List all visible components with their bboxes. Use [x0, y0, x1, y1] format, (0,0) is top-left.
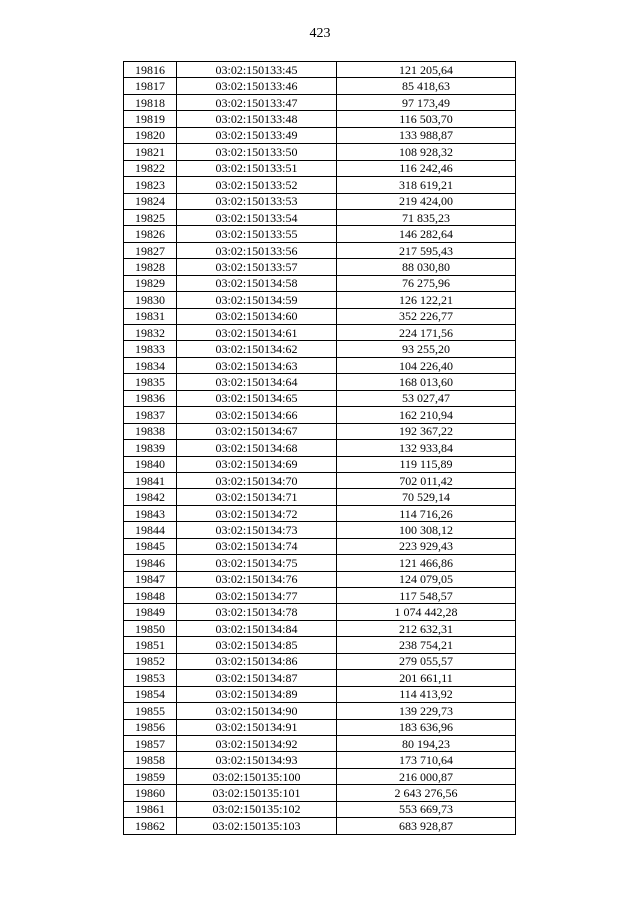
- cadastral-number-cell: 03:02:150134:74: [177, 538, 337, 554]
- table-row: [124, 259, 516, 275]
- cadastral-number-cell: 03:02:150134:89: [177, 686, 337, 702]
- cadastral-value-cell: 76 275,96: [337, 275, 516, 291]
- cadastral-value-cell: 192 367,22: [337, 423, 516, 439]
- table-row: [124, 325, 516, 341]
- cadastral-value-cell: 114 716,26: [337, 505, 516, 521]
- table-row: [124, 341, 516, 357]
- table-row: [124, 193, 516, 209]
- cadastral-number-cell: 03:02:150133:57: [177, 259, 337, 275]
- table-row: [124, 209, 516, 225]
- row-number-cell: 19835: [124, 374, 177, 390]
- row-number-cell: 19833: [124, 341, 177, 357]
- row-number-cell: 19825: [124, 209, 177, 225]
- cadastral-number-cell: 03:02:150135:103: [177, 818, 337, 834]
- cadastral-value-cell: 126 122,21: [337, 292, 516, 308]
- row-number-cell: 19832: [124, 325, 177, 341]
- page-number: 423: [309, 26, 331, 41]
- table-row: [124, 538, 516, 554]
- table-row: [124, 818, 516, 834]
- cadastral-number-cell: 03:02:150134:62: [177, 341, 337, 357]
- row-number-cell: 19826: [124, 226, 177, 242]
- row-number-cell: 19822: [124, 160, 177, 176]
- cadastral-number-cell: 03:02:150135:101: [177, 785, 337, 801]
- table-row: [124, 604, 516, 620]
- table-row: [124, 62, 516, 78]
- cadastral-number-cell: 03:02:150133:53: [177, 193, 337, 209]
- row-number-cell: 19820: [124, 127, 177, 143]
- cadastral-value-cell: 216 000,87: [337, 768, 516, 784]
- table-row: [124, 423, 516, 439]
- cadastral-number-cell: 03:02:150134:84: [177, 620, 337, 636]
- row-number-cell: 19849: [124, 604, 177, 620]
- cadastral-number-cell: 03:02:150134:87: [177, 670, 337, 686]
- row-number-cell: 19854: [124, 686, 177, 702]
- row-number-cell: 19818: [124, 94, 177, 110]
- cadastral-value-cell: 1 074 442,28: [337, 604, 516, 620]
- table-row: [124, 144, 516, 160]
- cadastral-number-cell: 03:02:150134:91: [177, 719, 337, 735]
- table-row: [124, 801, 516, 817]
- cadastral-value-cell: 279 055,57: [337, 653, 516, 669]
- cadastral-value-cell: 212 632,31: [337, 620, 516, 636]
- table-row: [124, 407, 516, 423]
- cadastral-value-cell: 168 013,60: [337, 374, 516, 390]
- table-row: [124, 703, 516, 719]
- row-number-cell: 19828: [124, 259, 177, 275]
- table-body: [124, 62, 516, 835]
- cadastral-value-cell: 70 529,14: [337, 489, 516, 505]
- cadastral-number-cell: 03:02:150134:90: [177, 703, 337, 719]
- row-number-cell: 19851: [124, 637, 177, 653]
- cadastral-value-cell: 114 413,92: [337, 686, 516, 702]
- table-row: [124, 620, 516, 636]
- table-row: [124, 670, 516, 686]
- cadastral-number-cell: 03:02:150133:45: [177, 62, 337, 78]
- cadastral-value-cell: 683 928,87: [337, 818, 516, 834]
- row-number-cell: 19853: [124, 670, 177, 686]
- cadastral-value-cell: 93 255,20: [337, 341, 516, 357]
- cadastral-number-cell: 03:02:150134:60: [177, 308, 337, 324]
- row-number-cell: 19861: [124, 801, 177, 817]
- cadastral-number-cell: 03:02:150134:75: [177, 555, 337, 571]
- table-row: [124, 374, 516, 390]
- cadastral-number-cell: 03:02:150134:58: [177, 275, 337, 291]
- cadastral-number-cell: 03:02:150133:49: [177, 127, 337, 143]
- table-row: [124, 571, 516, 587]
- cadastral-number-cell: 03:02:150133:46: [177, 78, 337, 94]
- table-row: [124, 719, 516, 735]
- row-number-cell: 19843: [124, 505, 177, 521]
- cadastral-number-cell: 03:02:150133:50: [177, 144, 337, 160]
- table-row: [124, 735, 516, 751]
- cadastral-value-cell: 117 548,57: [337, 588, 516, 604]
- table-row: [124, 390, 516, 406]
- cadastral-value-cell: 2 643 276,56: [337, 785, 516, 801]
- row-number-cell: 19836: [124, 390, 177, 406]
- cadastral-value-cell: 116 503,70: [337, 111, 516, 127]
- row-number-cell: 19862: [124, 818, 177, 834]
- table-row: [124, 111, 516, 127]
- cadastral-number-cell: 03:02:150133:48: [177, 111, 337, 127]
- cadastral-value-cell: 121 205,64: [337, 62, 516, 78]
- table-row: [124, 489, 516, 505]
- row-number-cell: 19816: [124, 62, 177, 78]
- cadastral-number-cell: 03:02:150134:76: [177, 571, 337, 587]
- cadastral-number-cell: 03:02:150133:47: [177, 94, 337, 110]
- table-row: [124, 357, 516, 373]
- cadastral-value-table: [123, 61, 516, 835]
- row-number-cell: 19823: [124, 177, 177, 193]
- table-row: [124, 768, 516, 784]
- row-number-cell: 19831: [124, 308, 177, 324]
- cadastral-value-cell: 121 466,86: [337, 555, 516, 571]
- cadastral-value-cell: 219 424,00: [337, 193, 516, 209]
- row-number-cell: 19824: [124, 193, 177, 209]
- cadastral-value-cell: 146 282,64: [337, 226, 516, 242]
- cadastral-number-cell: 03:02:150133:51: [177, 160, 337, 176]
- table-row: [124, 226, 516, 242]
- table-row: [124, 440, 516, 456]
- cadastral-value-cell: 553 669,73: [337, 801, 516, 817]
- cadastral-value-cell: 124 079,05: [337, 571, 516, 587]
- cadastral-number-cell: 03:02:150134:61: [177, 325, 337, 341]
- cadastral-value-cell: 100 308,12: [337, 522, 516, 538]
- cadastral-value-cell: 132 933,84: [337, 440, 516, 456]
- cadastral-value-cell: 217 595,43: [337, 242, 516, 258]
- row-number-cell: 19850: [124, 620, 177, 636]
- table-row: [124, 160, 516, 176]
- table-row: [124, 522, 516, 538]
- cadastral-number-cell: 03:02:150134:93: [177, 752, 337, 768]
- cadastral-value-cell: 133 988,87: [337, 127, 516, 143]
- row-number-cell: 19846: [124, 555, 177, 571]
- cadastral-value-cell: 116 242,46: [337, 160, 516, 176]
- row-number-cell: 19829: [124, 275, 177, 291]
- table-row: [124, 127, 516, 143]
- table-row: [124, 588, 516, 604]
- row-number-cell: 19859: [124, 768, 177, 784]
- row-number-cell: 19837: [124, 407, 177, 423]
- table-row: [124, 555, 516, 571]
- row-number-cell: 19848: [124, 588, 177, 604]
- table-row: [124, 292, 516, 308]
- row-number-cell: 19842: [124, 489, 177, 505]
- cadastral-number-cell: 03:02:150134:69: [177, 456, 337, 472]
- row-number-cell: 19860: [124, 785, 177, 801]
- cadastral-value-cell: 702 011,42: [337, 472, 516, 488]
- cadastral-value-cell: 71 835,23: [337, 209, 516, 225]
- cadastral-value-cell: 119 115,89: [337, 456, 516, 472]
- row-number-cell: 19821: [124, 144, 177, 160]
- row-number-cell: 19857: [124, 735, 177, 751]
- cadastral-number-cell: 03:02:150133:52: [177, 177, 337, 193]
- row-number-cell: 19858: [124, 752, 177, 768]
- table-row: [124, 653, 516, 669]
- cadastral-value-cell: 223 929,43: [337, 538, 516, 554]
- cadastral-value-cell: 88 030,80: [337, 259, 516, 275]
- cadastral-number-cell: 03:02:150134:64: [177, 374, 337, 390]
- table-row: [124, 456, 516, 472]
- table-row: [124, 177, 516, 193]
- cadastral-number-cell: 03:02:150135:100: [177, 768, 337, 784]
- cadastral-value-cell: 183 636,96: [337, 719, 516, 735]
- cadastral-number-cell: 03:02:150135:102: [177, 801, 337, 817]
- row-number-cell: 19845: [124, 538, 177, 554]
- cadastral-value-cell: 238 754,21: [337, 637, 516, 653]
- cadastral-value-cell: 104 226,40: [337, 357, 516, 373]
- row-number-cell: 19827: [124, 242, 177, 258]
- table-row: [124, 637, 516, 653]
- cadastral-value-cell: 139 229,73: [337, 703, 516, 719]
- cadastral-number-cell: 03:02:150134:85: [177, 637, 337, 653]
- cadastral-number-cell: 03:02:150134:72: [177, 505, 337, 521]
- cadastral-value-cell: 224 171,56: [337, 325, 516, 341]
- row-number-cell: 19840: [124, 456, 177, 472]
- cadastral-value-cell: 318 619,21: [337, 177, 516, 193]
- cadastral-number-cell: 03:02:150134:63: [177, 357, 337, 373]
- cadastral-number-cell: 03:02:150134:67: [177, 423, 337, 439]
- cadastral-number-cell: 03:02:150133:56: [177, 242, 337, 258]
- row-number-cell: 19839: [124, 440, 177, 456]
- cadastral-number-cell: 03:02:150134:65: [177, 390, 337, 406]
- table-row: [124, 752, 516, 768]
- cadastral-number-cell: 03:02:150134:66: [177, 407, 337, 423]
- cadastral-value-cell: 173 710,64: [337, 752, 516, 768]
- table-row: [124, 308, 516, 324]
- row-number-cell: 19852: [124, 653, 177, 669]
- table-row: [124, 242, 516, 258]
- cadastral-number-cell: 03:02:150134:68: [177, 440, 337, 456]
- row-number-cell: 19856: [124, 719, 177, 735]
- table-row: [124, 275, 516, 291]
- cadastral-number-cell: 03:02:150133:55: [177, 226, 337, 242]
- cadastral-value-cell: 80 194,23: [337, 735, 516, 751]
- cadastral-value-cell: 85 418,63: [337, 78, 516, 94]
- row-number-cell: 19838: [124, 423, 177, 439]
- cadastral-value-cell: 53 027,47: [337, 390, 516, 406]
- row-number-cell: 19847: [124, 571, 177, 587]
- cadastral-number-cell: 03:02:150134:71: [177, 489, 337, 505]
- row-number-cell: 19817: [124, 78, 177, 94]
- cadastral-number-cell: 03:02:150134:73: [177, 522, 337, 538]
- table-row: [124, 505, 516, 521]
- table-row: [124, 686, 516, 702]
- row-number-cell: 19830: [124, 292, 177, 308]
- cadastral-value-cell: 108 928,32: [337, 144, 516, 160]
- cadastral-number-cell: 03:02:150134:92: [177, 735, 337, 751]
- cadastral-value-cell: 97 173,49: [337, 94, 516, 110]
- table-row: [124, 472, 516, 488]
- cadastral-value-cell: 162 210,94: [337, 407, 516, 423]
- cadastral-number-cell: 03:02:150134:70: [177, 472, 337, 488]
- row-number-cell: 19834: [124, 357, 177, 373]
- cadastral-number-cell: 03:02:150134:59: [177, 292, 337, 308]
- table-row: [124, 94, 516, 110]
- cadastral-number-cell: 03:02:150133:54: [177, 209, 337, 225]
- row-number-cell: 19855: [124, 703, 177, 719]
- table-row: [124, 785, 516, 801]
- row-number-cell: 19841: [124, 472, 177, 488]
- cadastral-number-cell: 03:02:150134:77: [177, 588, 337, 604]
- cadastral-value-cell: 201 661,11: [337, 670, 516, 686]
- cadastral-number-cell: 03:02:150134:86: [177, 653, 337, 669]
- table-row: [124, 78, 516, 94]
- cadastral-number-cell: 03:02:150134:78: [177, 604, 337, 620]
- cadastral-value-cell: 352 226,77: [337, 308, 516, 324]
- row-number-cell: 19844: [124, 522, 177, 538]
- row-number-cell: 19819: [124, 111, 177, 127]
